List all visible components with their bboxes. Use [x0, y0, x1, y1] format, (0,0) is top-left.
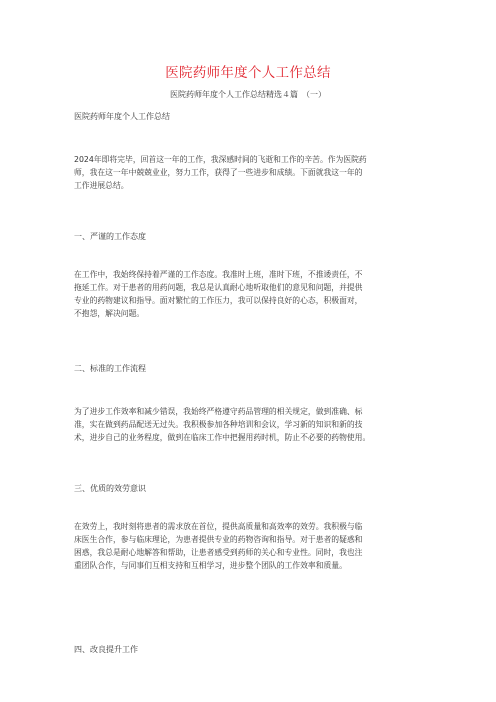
section-paragraph: 在工作中，我始终保持着严谨的工作态度。我准时上班，准时下班，不推诿责任，不 拖延工作。对于患者的用药问题，我总是认真耐心地听取他们的意见和问题，并提供 专业的药物建议和指导。面对繁忙的工作压力，我可以保持良好的心态，积极面对， 不抱怨，解决问题。 — [74, 270, 363, 318]
section-heading: 二、标准的工作流程 — [74, 364, 146, 373]
section-heading: 三、优质的效劳意识 — [74, 484, 146, 493]
document-label: 医院药师年度个人工作总结 — [74, 112, 170, 121]
section-paragraph: 在效劳上，我时刻将患者的需求放在首位，提供高质量和高效率的效劳。我积极与临 床医生合作，参与临床理论，为患者提供专业的药物咨询和指导。对于患者的疑惑和 困惑，我总是耐心地解答和帮助，让患者感受到药师的关心和专业性。同时，我也注 重团队合作，与同事们互相支持和互相学习，进步整个团队的工作效率和质量。 — [74, 522, 363, 570]
document-title: 医院药师年度个人工作总结 — [165, 65, 331, 81]
section-paragraph: 为了进步工作效率和减少错误，我始终严格遵守药品管理的相关规定，做到准确、标 准，实在做到药品配送无过失。我积极参加各种培训和会议，学习新的知识和新的技 术，进步自己的业务程度，做到在临床工作中把握用药时机，防止不必要的药物使用。 — [74, 407, 371, 442]
section-heading: 四、改良提升工作 — [74, 645, 138, 654]
intro-paragraph: 2024年即将完毕，回首这一年的工作，我深感时间的飞逝和工作的辛苦。作为医院药 师，我在这一年中兢兢业业，努力工作，获得了一些进步和成绩。下面就我这一年的 工作进展总结。 — [74, 155, 367, 190]
document-subtitle: 医院药师年度个人工作总结精选４篇 （一） — [170, 90, 326, 99]
section-heading: 一、严谨的工作态度 — [74, 232, 146, 241]
